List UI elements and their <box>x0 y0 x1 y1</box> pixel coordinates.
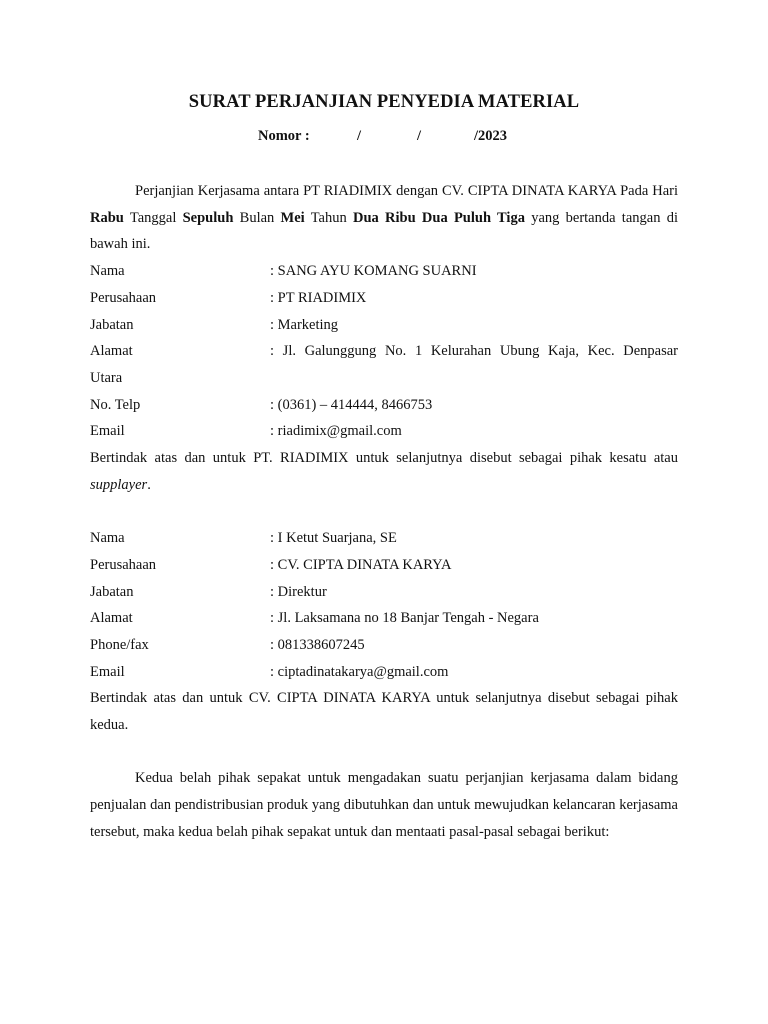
party1-row-phone: No. Telp : (0361) – 414444, 8466753 <box>90 396 433 413</box>
party1-row-name: Nama : SANG AYU KOMANG SUARNI <box>90 263 477 280</box>
party1-statement: Bertindak atas dan untuk PT. RIADIMIX untuk selanjutnya disebut sebagai pihak kesatu atau supplayer. <box>90 450 678 493</box>
intro-date: Sepuluh <box>182 209 234 226</box>
intro-paragraph: Perjanjian Kerjasama antara PT RIADIMIX dengan CV. CIPTA DINATA KARYA Pada Hari Rabu Tanggal Sepuluh Bulan Mei Tahun Dua Ribu Dua Puluh Tiga yang bertanda tangan di bawah ini. <box>90 183 678 253</box>
party2-row-address: Alamat : Jl. Laksamana no 18 Banjar Tengah - Negara <box>90 610 539 627</box>
party2-row-email: Email : ciptadinatakarya@gmail.com <box>90 663 449 680</box>
nomor-label: Nomor : <box>258 128 310 144</box>
party1-row-email: Email : riadimix@gmail.com <box>90 423 402 440</box>
document-body <box>90 178 678 846</box>
party1-row-company: Perusahaan : PT RIADIMIX <box>90 289 367 306</box>
party2-row-company: Perusahaan : CV. CIPTA DINATA KARYA <box>90 556 452 573</box>
party1-address-continuation: Utara <box>90 369 123 386</box>
nomor-year: /2023 <box>474 128 508 144</box>
intro-day: Rabu <box>90 209 124 226</box>
party1-row-position: Jabatan : Marketing <box>90 316 339 333</box>
nomor-separator-1: / <box>357 128 362 144</box>
intro-month: Mei <box>280 209 305 226</box>
party2-row-position: Jabatan : Direktur <box>90 583 327 600</box>
intro-year: Dua Ribu Dua Puluh Tiga <box>352 209 525 226</box>
party1-row-address: Alamat : Jl. Galunggung No. 1 Kelurahan Ubung Kaja, Kec. Denpasar <box>90 343 678 360</box>
document-number <box>0 128 768 148</box>
party1-details <box>90 258 678 498</box>
party2-statement: Bertindak atas dan untuk CV. CIPTA DINATA KARYA untuk selanjutnya disebut sebagai pihak kedua. <box>90 690 678 734</box>
party2-details <box>90 525 678 739</box>
closing-paragraph: Kedua belah pihak sepakat untuk mengadakan suatu perjanjian kerjasama dalam bidang penjualan dan pendistribusian produk yang dibutuhkan dan untuk mewujudkan kelancaran kerjasama tersebut, maka kedua belah pihak sepakat untuk dan mentaati pasal-pasal sebagai berikut: <box>90 770 678 840</box>
party1-role-term: supplayer <box>90 476 148 493</box>
document-title: SURAT PERJANJIAN PENYEDIA MATERIAL <box>188 92 580 112</box>
nomor-separator-2: / <box>417 128 422 144</box>
party2-row-name: Nama : I Ketut Suarjana, SE <box>90 530 397 547</box>
party2-row-phone: Phone/fax : 081338607245 <box>90 636 365 653</box>
